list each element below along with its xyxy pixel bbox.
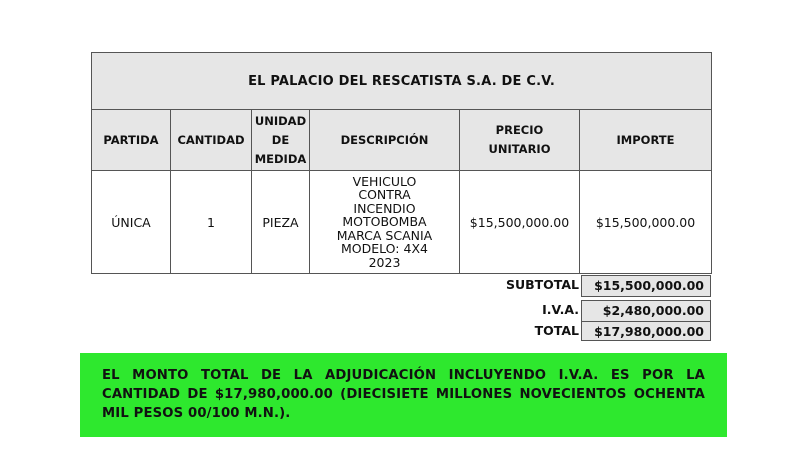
header-partida: PARTIDA bbox=[92, 110, 171, 171]
table-title-row bbox=[92, 53, 712, 110]
descripcion-line: MARCA SCANIA bbox=[336, 227, 433, 243]
cell-descripcion bbox=[310, 171, 460, 274]
header-precio-line-2: UNITARIO bbox=[488, 142, 551, 156]
header-unidad-line-3: MEDIDA bbox=[254, 151, 307, 166]
descripcion-line: 2023 bbox=[368, 254, 401, 270]
header-precio-line-1: PRECIO bbox=[495, 123, 544, 137]
adjudication-banner bbox=[80, 353, 727, 437]
header-descripcion: DESCRIPCIÓN bbox=[310, 110, 460, 171]
descripcion-line: INCENDIO bbox=[353, 200, 416, 216]
total-label: TOTAL bbox=[534, 323, 579, 338]
header-importe: IMPORTE bbox=[580, 110, 712, 171]
subtotal-value: $15,500,000.00 bbox=[581, 275, 711, 297]
iva-value: $2,480,000.00 bbox=[581, 300, 711, 322]
cell-unidad: PIEZA bbox=[252, 171, 310, 274]
cell-partida: ÚNICA bbox=[92, 171, 171, 274]
adjudication-text: EL MONTO TOTAL DE LA ADJUDICACIÓN INCLUYENDO I.V.A. ES POR LA CANTIDAD DE $17,980,000.00 (DIECISIETE MILLONES NOVECIENTOS OCHENTA MIL PESOS 00/100 M.N.). bbox=[102, 368, 705, 421]
total-value: $17,980,000.00 bbox=[581, 321, 711, 341]
cell-precio-unitario: $15,500,000.00 bbox=[460, 171, 580, 274]
company-name: EL PALACIO DEL RESCATISTA S.A. DE C.V. bbox=[92, 53, 712, 110]
quotation-table bbox=[91, 52, 712, 274]
subtotal-label: SUBTOTAL bbox=[505, 277, 579, 292]
cell-importe: $15,500,000.00 bbox=[580, 171, 712, 274]
iva-label: I.V.A. bbox=[542, 302, 579, 317]
header-cantidad: CANTIDAD bbox=[171, 110, 252, 171]
cell-cantidad: 1 bbox=[171, 171, 252, 274]
header-unidad-line-2: DE bbox=[271, 132, 290, 147]
iva-row bbox=[91, 300, 711, 320]
descripcion-line: CONTRA bbox=[358, 187, 411, 203]
header-unidad-line-1: UNIDAD bbox=[254, 113, 307, 128]
descripcion-line: MODELO: 4X4 bbox=[341, 241, 428, 257]
subtotal-row bbox=[91, 275, 711, 295]
table-header-row bbox=[92, 110, 712, 171]
descripcion-line: VEHICULO bbox=[352, 173, 417, 189]
table-row bbox=[92, 171, 712, 274]
descripcion-line: MOTOBOMBA bbox=[342, 214, 427, 230]
header-unidad-de-medida bbox=[252, 110, 310, 171]
header-precio-unitario bbox=[460, 110, 580, 171]
total-row bbox=[91, 321, 711, 341]
